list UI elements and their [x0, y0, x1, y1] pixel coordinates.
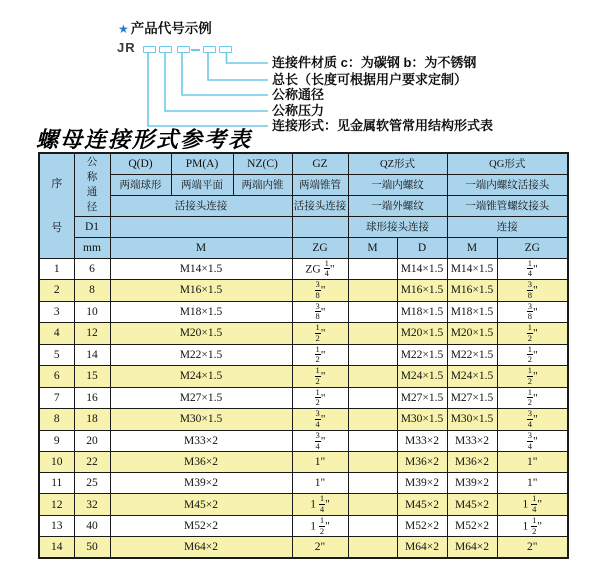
cell-qg-m: M33×2: [447, 430, 497, 452]
table-row: [39, 387, 568, 409]
cell-dn: 6: [74, 258, 110, 280]
code-label-pressure: 公称压力: [272, 103, 325, 118]
cell-qz-d: M36×2: [397, 452, 447, 473]
cell-no: 14: [39, 537, 74, 558]
cell-qg-m: M22×1.5: [447, 344, 497, 366]
code-dash: [191, 49, 200, 51]
cell-qz-d: M24×1.5: [397, 366, 447, 388]
cell-dn: 32: [74, 494, 110, 516]
cell-qg-zg: $\frac{1}{2}$ ": [497, 344, 568, 366]
header-row4-empty-gz: [292, 216, 348, 237]
cell-m: M52×2: [110, 515, 292, 537]
cell-qz-d: M39×2: [397, 473, 447, 494]
header-col-pm: PM(A): [171, 153, 233, 174]
cell-qz-d: M30×1.5: [397, 409, 447, 431]
header-row3-gz: 活接头连接: [292, 195, 348, 216]
cell-no: 1: [39, 258, 74, 280]
cell-m: M18×1.5: [110, 301, 292, 323]
cell-qg-m: M18×1.5: [447, 301, 497, 323]
cell-qg-zg: $\frac{3}{8}$ ": [497, 280, 568, 302]
header-col-gz: GZ: [292, 153, 348, 174]
header-mm: mm: [74, 237, 110, 258]
cell-qz-d: M14×1.5: [397, 258, 447, 280]
header-sub-qg: 一端内螺纹活接头: [447, 174, 568, 195]
cell-qz-d: M33×2: [397, 430, 447, 452]
cell-m: M39×2: [110, 473, 292, 494]
header-unit-qg-zg: ZG: [497, 237, 568, 258]
product-code-heading: [118, 17, 212, 37]
header-d1: D1: [74, 216, 110, 237]
cell-qg-m: M45×2: [447, 494, 497, 516]
code-label-diameter: 公称通径: [272, 87, 325, 102]
cell-gz: $\frac{1}{2}$ ": [292, 366, 348, 388]
cell-m: M30×1.5: [110, 409, 292, 431]
code-label-connection: 连接形式：见金属软管常用结构形式表: [272, 118, 494, 133]
cell-qg-zg: 1 $\frac{1}{4}$ ": [497, 494, 568, 516]
cell-dn: 20: [74, 430, 110, 452]
cell-no: 11: [39, 473, 74, 494]
cell-m: M14×1.5: [110, 258, 292, 280]
page-title: 螺母连接形式参考表: [36, 127, 253, 153]
cell-gz: 1 $\frac{1}{2}$ ": [292, 515, 348, 537]
cell-qz-d: M52×2: [397, 515, 447, 537]
cell-no: 7: [39, 387, 74, 409]
header-unit-qz-d: D: [397, 237, 447, 258]
cell-gz: 2": [292, 537, 348, 558]
cell-qg-m: M16×1.5: [447, 280, 497, 302]
cell-qz-m: [348, 452, 397, 473]
cell-qg-zg: 1": [497, 473, 568, 494]
cell-qz-m: [348, 409, 397, 431]
cell-qz-m: [348, 366, 397, 388]
header-col-qz: QZ形式: [348, 153, 447, 174]
code-box: [159, 46, 172, 53]
cell-gz: 1 $\frac{1}{4}$ ": [292, 494, 348, 516]
cell-qz-d: M27×1.5: [397, 387, 447, 409]
cell-qg-zg: 2": [497, 537, 568, 558]
cell-qz-m: [348, 494, 397, 516]
header-dn-label: 公称通径: [86, 156, 98, 213]
table-body: [39, 258, 568, 558]
header-seq-label: 序号: [51, 177, 63, 234]
cell-qg-zg: 1": [497, 452, 568, 473]
cell-m: M64×2: [110, 537, 292, 558]
table-row: [39, 280, 568, 302]
cell-qg-zg: $\frac{3}{4}$ ": [497, 430, 568, 452]
table-row: [39, 537, 568, 558]
table-row: [39, 344, 568, 366]
cell-no: 6: [39, 366, 74, 388]
cell-m: M16×1.5: [110, 280, 292, 302]
reference-table: [38, 152, 569, 559]
cell-qg-zg: 1 $\frac{1}{2}$ ": [497, 515, 568, 537]
header-row4-qg: 连接: [447, 216, 568, 237]
cell-qg-m: M64×2: [447, 537, 497, 558]
cell-m: M22×1.5: [110, 344, 292, 366]
cell-gz: 1": [292, 452, 348, 473]
header-dn: [74, 153, 110, 216]
table-row: [39, 409, 568, 431]
table-row: [39, 323, 568, 345]
cell-qg-m: M27×1.5: [447, 387, 497, 409]
cell-dn: 25: [74, 473, 110, 494]
header-row4-qz: 球形接头连接: [348, 216, 447, 237]
cell-m: M24×1.5: [110, 366, 292, 388]
table-row: [39, 515, 568, 537]
header-sub-q: 两端球形: [110, 174, 171, 195]
cell-qg-zg: $\frac{3}{4}$ ": [497, 409, 568, 431]
header-row3-qg: 一端锥管螺纹接头: [447, 195, 568, 216]
cell-no: 13: [39, 515, 74, 537]
cell-no: 8: [39, 409, 74, 431]
cell-m: M20×1.5: [110, 323, 292, 345]
cell-gz: 1": [292, 473, 348, 494]
cell-dn: 14: [74, 344, 110, 366]
cell-qg-m: M30×1.5: [447, 409, 497, 431]
cell-gz: $\frac{1}{2}$ ": [292, 344, 348, 366]
cell-qz-m: [348, 344, 397, 366]
cell-qz-m: [348, 301, 397, 323]
table-row: [39, 430, 568, 452]
table-row: [39, 258, 568, 280]
cell-qg-m: M39×2: [447, 473, 497, 494]
header-col-qg: QG形式: [447, 153, 568, 174]
header-row4-empty-m: [110, 216, 292, 237]
cell-qz-d: M22×1.5: [397, 344, 447, 366]
table-row: [39, 494, 568, 516]
cell-dn: 40: [74, 515, 110, 537]
cell-no: 4: [39, 323, 74, 345]
cell-qz-m: [348, 323, 397, 345]
cell-qz-d: M16×1.5: [397, 280, 447, 302]
cell-gz: $\frac{3}{8}$ ": [292, 280, 348, 302]
cell-qz-d: M45×2: [397, 494, 447, 516]
cell-dn: 8: [74, 280, 110, 302]
cell-qg-m: M24×1.5: [447, 366, 497, 388]
cell-qz-m: [348, 515, 397, 537]
header-col-nz: NZ(C): [233, 153, 292, 174]
cell-qg-m: M14×1.5: [447, 258, 497, 280]
header-unit-m: M: [110, 237, 292, 258]
product-code-heading-text: 产品代号示例: [130, 21, 212, 36]
cell-no: 12: [39, 494, 74, 516]
code-box: [219, 46, 232, 53]
header-unit-zg: ZG: [292, 237, 348, 258]
cell-dn: 22: [74, 452, 110, 473]
cell-dn: 18: [74, 409, 110, 431]
cell-m: M27×1.5: [110, 387, 292, 409]
product-code-prefix: JR: [117, 40, 136, 55]
cell-qg-zg: $\frac{3}{8}$ ": [497, 301, 568, 323]
cell-qz-m: [348, 280, 397, 302]
cell-dn: 50: [74, 537, 110, 558]
table-header: [39, 153, 568, 258]
cell-dn: 10: [74, 301, 110, 323]
cell-no: 3: [39, 301, 74, 323]
cell-qg-m: M36×2: [447, 452, 497, 473]
cell-qg-zg: $\frac{1}{2}$ ": [497, 323, 568, 345]
cell-gz: $\frac{1}{2}$ ": [292, 323, 348, 345]
cell-gz: ZG $\frac{1}{4}$ ": [292, 258, 348, 280]
cell-qz-m: [348, 258, 397, 280]
cell-dn: 15: [74, 366, 110, 388]
cell-gz: $\frac{1}{2}$ ": [292, 387, 348, 409]
cell-qg-zg: $\frac{1}{2}$ ": [497, 387, 568, 409]
cell-qz-d: M18×1.5: [397, 301, 447, 323]
code-box: [203, 46, 216, 53]
cell-dn: 12: [74, 323, 110, 345]
cell-no: 2: [39, 280, 74, 302]
code-box: [177, 46, 190, 53]
header-sub-qz: 一端内螺纹: [348, 174, 447, 195]
cell-qz-d: M64×2: [397, 537, 447, 558]
header-seq: [39, 153, 74, 258]
code-label-length: 总长（长度可根据用户要求定制）: [272, 72, 468, 87]
code-box: [143, 46, 156, 53]
cell-m: M45×2: [110, 494, 292, 516]
star-icon: ★: [118, 22, 129, 36]
cell-dn: 16: [74, 387, 110, 409]
cell-qz-m: [348, 473, 397, 494]
table-row: [39, 366, 568, 388]
header-sub-pm: 两端平面: [171, 174, 233, 195]
cell-no: 10: [39, 452, 74, 473]
table-row: [39, 452, 568, 473]
cell-qg-m: M52×2: [447, 515, 497, 537]
header-col-q: Q(D): [110, 153, 171, 174]
header-unit-qz-m: M: [348, 237, 397, 258]
code-label-material: 连接件材质 c：为碳钢 b：为不锈钢: [272, 55, 477, 70]
cell-no: 5: [39, 344, 74, 366]
cell-qg-zg: $\frac{1}{4}$ ": [497, 258, 568, 280]
cell-qz-m: [348, 537, 397, 558]
cell-gz: $\frac{3}{8}$ ": [292, 301, 348, 323]
cell-m: M33×2: [110, 430, 292, 452]
header-unit-qg-m: M: [447, 237, 497, 258]
header-row3-left: 活接头连接: [110, 195, 292, 216]
cell-qg-zg: $\frac{1}{2}$ ": [497, 366, 568, 388]
cell-qz-m: [348, 430, 397, 452]
cell-qz-m: [348, 387, 397, 409]
cell-m: M36×2: [110, 452, 292, 473]
table-row: [39, 301, 568, 323]
table-row: [39, 473, 568, 494]
cell-gz: $\frac{3}{4}$ ": [292, 409, 348, 431]
cell-no: 9: [39, 430, 74, 452]
header-sub-gz: 两端锥管: [292, 174, 348, 195]
cell-qg-m: M20×1.5: [447, 323, 497, 345]
header-row3-qz: 一端外螺纹: [348, 195, 447, 216]
cell-gz: $\frac{3}{4}$ ": [292, 430, 348, 452]
cell-qz-d: M20×1.5: [397, 323, 447, 345]
header-sub-nz: 两端内锥: [233, 174, 292, 195]
